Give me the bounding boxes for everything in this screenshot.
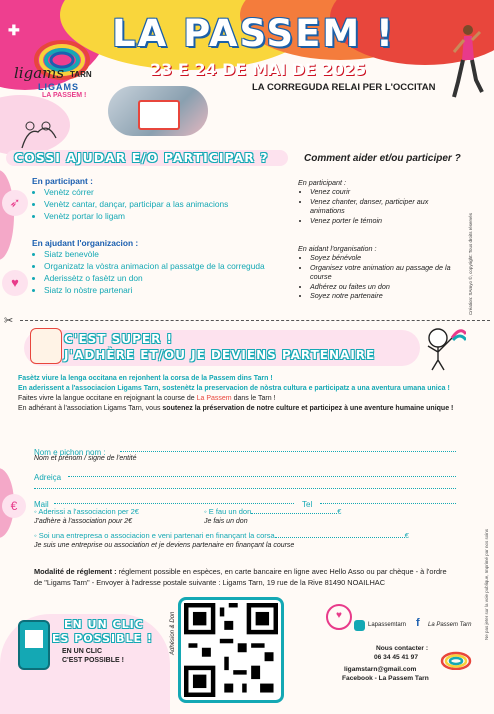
phone-qr-icon — [18, 620, 50, 670]
page-title: LA PASSEM ! — [112, 12, 395, 55]
hands-doodle-icon — [18, 118, 60, 152]
credit-text: Création: SAmyo ©, copyright: Tous droits réservés — [468, 212, 473, 315]
instagram-icon[interactable] — [354, 620, 365, 631]
opt1-oc[interactable]: ◦ Aderissi a l'associacion per 2€ — [34, 507, 139, 516]
contact-facebook[interactable]: Facebook - La Passem Tarn — [342, 675, 429, 682]
intro-fr-1a: Faites vivre la langue occitane en rejoignant la course de — [18, 395, 197, 402]
footer-logo — [438, 648, 474, 670]
option-partner[interactable] — [34, 531, 409, 549]
partner-amount-line[interactable] — [275, 537, 405, 538]
org-oc-item: • Siatz lo nòstre partenari — [44, 284, 268, 296]
payment-text: réglement possible en espèces, en carte bancaire en ligne avec Hello Asso ou par chèque - à l'ordre de "Ligams Tarn" - Envoyer à l'adresse postale suivante : Ligams Tarn, 19 rue de la Rive 81490 NOAILHAC — [34, 567, 447, 587]
facebook-icon[interactable]: f — [416, 617, 420, 629]
org-fr-item: • Soyez bénévole — [310, 253, 458, 263]
contact-email[interactable]: ligamstarn@gmail.com — [344, 666, 417, 673]
intro-fr-2b: soutenez la préservation de notre culture et participez à une aventure humaine unique ! — [162, 405, 454, 412]
payment-info — [34, 566, 454, 588]
opt3-fr: Je suis une entreprise ou association et je deviens partenaire en finançant la course — [34, 542, 295, 549]
ligams-logo — [14, 30, 106, 112]
participant-fr-item: • Venez courir — [310, 187, 458, 197]
participant-oc-item: • Venètz portar lo ligam — [44, 210, 282, 222]
event-subtitle: LA CORREGUDA RELAI PER L'OCCITAN — [252, 82, 436, 93]
org-fr-item: • Organisez votre animation au passage de la course — [310, 263, 458, 282]
opt1-fr: J'adhère à l'association pour 2€ — [34, 518, 133, 525]
form-intro — [18, 374, 468, 414]
event-dates: 23 E 24 DE MAI DE 2025 — [150, 60, 367, 79]
tel-label: Tel — [302, 500, 313, 509]
form-title-line2: J'ADHÈRE ET/OU JE DEVIENS PARTENAIRE — [64, 348, 376, 362]
tel-line[interactable] — [320, 503, 456, 504]
opt3-row[interactable] — [34, 531, 409, 540]
org-oc-item: • Organizatz la vòstra animacion al passatge de la correguda — [44, 260, 268, 272]
option-donation[interactable] — [204, 507, 341, 525]
heart-hands-icon: ♥ — [2, 270, 28, 296]
participant-fr-item: • Venez porter le témoin — [310, 216, 458, 226]
logo-ligams: LIGAMS — [38, 82, 79, 92]
facebook-handle[interactable]: La Passem Tarn — [428, 622, 472, 628]
event-photo — [108, 86, 208, 136]
opt2-fr: Je fais un don — [204, 518, 248, 525]
participant-oc-item: • Venètz córrer — [44, 186, 282, 198]
participant-oc-label: En participant : — [32, 176, 93, 186]
address-line-2[interactable] — [34, 488, 456, 489]
name-line[interactable] — [120, 451, 456, 452]
help-title-fr: Comment aider et/ou participer ? — [304, 153, 461, 164]
euro-icon: € — [2, 494, 26, 518]
name-label-oc: Nom e pichon nom : — [34, 448, 106, 457]
contact-phone[interactable]: 06 34 45 41 97 — [374, 654, 418, 661]
qr-label: Adhésion & Don — [170, 611, 176, 655]
logo-wordmark: ligams — [14, 64, 65, 82]
logo-tarn: TARN — [70, 70, 92, 79]
opt3-currency: € — [404, 531, 409, 540]
clic-fr-2: C'EST POSSIBLE ! — [62, 657, 124, 664]
org-fr-list — [298, 253, 458, 301]
clic-fr-1: EN UN CLIC — [62, 648, 103, 655]
running-shoe-icon: ➶ — [2, 190, 28, 216]
org-fr — [298, 244, 458, 301]
donation-amount-line[interactable] — [251, 513, 337, 514]
address-line[interactable] — [68, 476, 456, 477]
side-note: Ne pas jeter sur la voie publique, Imprimé par nos soins — [484, 528, 489, 640]
participant-fr-item: • Venez chanter, danser, participer aux animations — [310, 197, 458, 216]
intro-oc-2: En aderissent a l'associacion Ligams Tarn, sostenètz la preservacion de nòstra cultura e participatz a una aventura umana unica ! — [18, 385, 450, 392]
qr-code-icon — [184, 603, 278, 697]
scissors-icon: ✂ — [4, 315, 14, 327]
contact-label: Nous contacter : — [376, 645, 429, 652]
kid-doodle-icon — [422, 326, 466, 372]
opt2-currency: € — [337, 507, 342, 516]
intro-oc-1: Fasètz viure la lenga occitana en rejonhent la corsa de la Passem dins Tarn ! — [18, 375, 273, 382]
plus-icon: ✚ — [8, 22, 20, 38]
cut-line — [20, 320, 490, 321]
clic-oc-2: ES POSSIBLE ! — [52, 632, 153, 645]
payment-label: Modalité de réglement : — [34, 567, 117, 576]
mail-label: Mail — [34, 500, 49, 509]
participant-fr-label: En participant : — [298, 178, 346, 187]
intro-fr-2a: En adhérant à l'association Ligams Tarn, vous — [18, 405, 163, 412]
intro-fr-2 — [18, 404, 468, 414]
help-title-oc: COSSI AJUDAR E/O PARTICIPAR ? — [14, 150, 269, 165]
intro-fr-1c: dans le Tarn ! — [231, 395, 276, 402]
address-field[interactable] — [34, 467, 456, 485]
footer-rainbow-icon — [438, 648, 474, 670]
participant-fr-list — [298, 187, 458, 225]
option-membership[interactable] — [34, 507, 139, 525]
org-oc-label: En ajudant l'organizacion : — [32, 238, 139, 248]
org-fr-item: • Soyez notre partenaire — [310, 291, 458, 301]
qr-code[interactable] — [178, 597, 284, 703]
form-title-line1: C'EST SUPER ! — [64, 332, 173, 346]
participant-fr — [298, 178, 458, 225]
mail-line[interactable] — [54, 503, 294, 504]
name-label-fr: Nom et prénom / signe de l'entité — [34, 455, 137, 462]
org-oc-item: • Aderissètz o fasètz un don — [44, 272, 268, 284]
social-heart-icon: ♥ — [326, 604, 352, 630]
opt2-row[interactable] — [204, 507, 341, 516]
org-oc — [32, 238, 268, 296]
org-oc-item: • Siatz benevòle — [44, 248, 268, 260]
opt3-oc: ◦ Soi una entrepresa o associacion e veni partenari en finançant la corsa — [34, 531, 275, 540]
participant-oc — [32, 176, 282, 222]
org-fr-label: En aidant l'organisation : — [298, 244, 377, 253]
runner-illustration — [446, 22, 486, 102]
opt2-oc: ◦ E fau un don — [204, 507, 252, 516]
org-oc-list — [32, 248, 268, 296]
logo-passem: LA PASSEM ! — [42, 92, 87, 99]
intro-fr-1b: La Passem — [196, 395, 232, 402]
clic-oc-1: EN UN CLIC — [64, 618, 144, 631]
address-label: Adreiça — [34, 473, 62, 482]
participant-oc-item: • Venètz cantar, dançar, participar a las animacions — [44, 198, 282, 210]
org-fr-item: • Adhérez ou faites un don — [310, 282, 458, 292]
intro-fr-1 — [18, 394, 468, 404]
instagram-handle[interactable]: Lapassemtarn — [368, 622, 407, 628]
shop-icon — [30, 328, 62, 364]
participant-oc-list — [32, 186, 282, 222]
